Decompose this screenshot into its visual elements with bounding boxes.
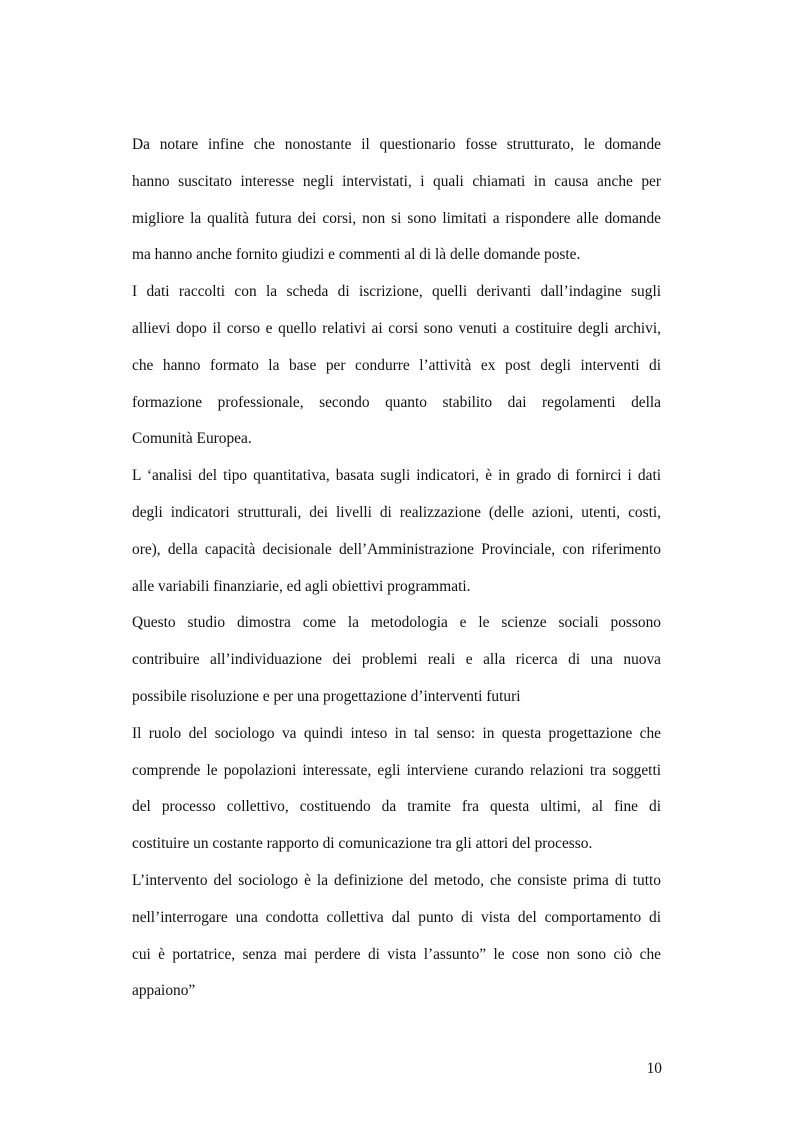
- page-number: 10: [646, 1060, 662, 1077]
- text-line: Comunità Europea.: [132, 430, 252, 448]
- text-line: L’intervento del sociologo è la definizione del metodo, che consiste prima di tutto: [132, 871, 661, 889]
- text-line: Il ruolo del sociologo va quindi inteso in tal senso: in questa progettazione che: [132, 724, 661, 742]
- text-line: allievi dopo il corso e quello relativi ai corsi sono venuti a costituire degli archivi,: [132, 319, 661, 337]
- text-line: ma hanno anche fornito giudizi e commenti al di là delle domande poste.: [132, 246, 581, 264]
- text-line: formazione professionale, secondo quanto stabilito dai regolamenti della: [132, 393, 661, 411]
- paragraph-1: [132, 127, 661, 274]
- text-line: Da notare infine che nonostante il questionario fosse strutturato, le domande: [132, 136, 661, 153]
- paragraph-4: [132, 605, 661, 715]
- text-line: costituire un costante rapporto di comunicazione tra gli attori del processo.: [132, 835, 593, 853]
- text-line: comprende le popolazioni interessate, egli interviene curando relazioni tra soggetti: [132, 761, 661, 779]
- text-line: Questo studio dimostra come la metodologia e le scienze sociali possono: [132, 614, 661, 632]
- text-line: L ‘analisi del tipo quantitativa, basata sugli indicatori, è in grado di fornirci i dati: [132, 467, 661, 485]
- text-line: I dati raccolti con la scheda di iscrizione, quelli derivanti dall’indagine sugli: [132, 283, 661, 301]
- text-line: nell’interrogare una condotta collettiva dal punto di vista del comportamento di: [132, 908, 661, 926]
- text-line: appaiono”: [132, 982, 196, 1000]
- text-line: cui è portatrice, senza mai perdere di vista l’assunto” le cose non sono ciò che: [132, 945, 661, 963]
- text-line: hanno suscitato interesse negli intervistati, i quali chiamati in causa anche per: [132, 172, 661, 190]
- body-text: [132, 127, 661, 1010]
- paragraph-6: [132, 863, 661, 1010]
- text-line: del processo collettivo, costituendo da tramite fra questa ultimi, al fine di: [132, 798, 661, 816]
- paragraph-3: [132, 458, 661, 605]
- text-line: possibile risoluzione e per una progettazione d’interventi futuri: [132, 687, 521, 705]
- text-line: alle variabili finanziarie, ed agli obiettivi programmati.: [132, 577, 471, 595]
- text-line: migliore la qualità futura dei corsi, non si sono limitati a rispondere alle domande: [132, 209, 661, 227]
- text-line: degli indicatori strutturali, dei livelli di realizzazione (delle azioni, utenti, costi,: [132, 503, 661, 521]
- text-line: ore), della capacità decisionale dell’Amministrazione Provinciale, con riferimento: [132, 540, 661, 558]
- paragraph-5: [132, 716, 661, 863]
- paragraph-2: [132, 274, 661, 458]
- text-line: che hanno formato la base per condurre l’attività ex post degli interventi di: [132, 356, 661, 374]
- text-line: contribuire all’individuazione dei problemi reali e alla ricerca di una nuova: [132, 651, 661, 669]
